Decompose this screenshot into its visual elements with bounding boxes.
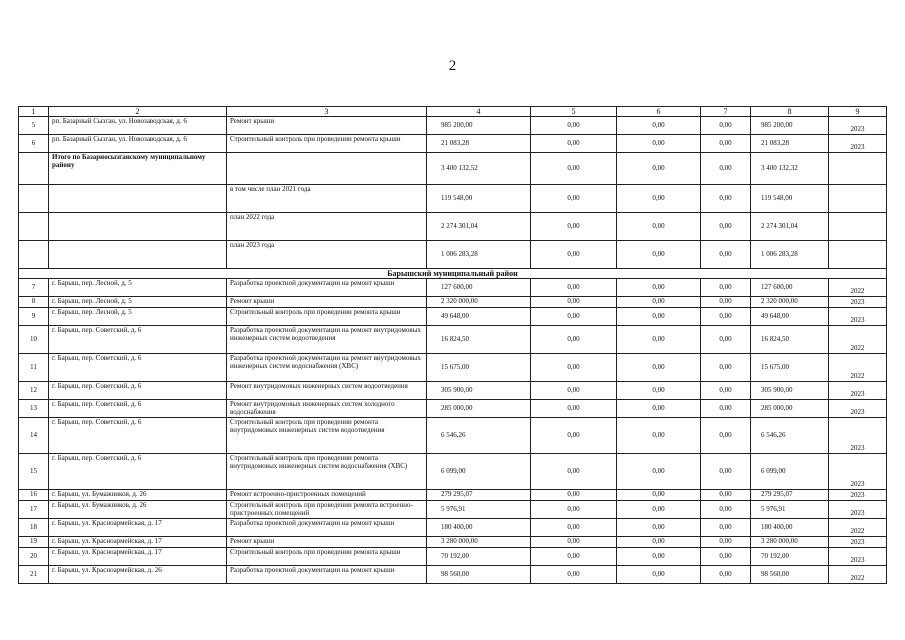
row-number: 17 bbox=[19, 501, 49, 519]
year-cell: 2022 bbox=[829, 354, 887, 382]
value-cell: 0,00 bbox=[617, 185, 701, 213]
value-cell: 0,00 bbox=[531, 548, 617, 566]
table-row bbox=[19, 400, 887, 418]
row-number: 21 bbox=[19, 566, 49, 584]
value-cell: 0,00 bbox=[531, 354, 617, 382]
year-cell: 2023 bbox=[829, 490, 887, 501]
total-cost-cell: 70 192,00 bbox=[427, 548, 531, 566]
value-cell: 0,00 bbox=[531, 297, 617, 308]
address-cell: г. Барыш, ул. Бумажников, д. 26 bbox=[49, 501, 227, 519]
address-cell: г. Барыш, ул. Бумажников, д. 26 bbox=[49, 490, 227, 501]
value-cell: 0,00 bbox=[701, 241, 751, 269]
value-cell: 0,00 bbox=[531, 519, 617, 537]
column-header: 7 bbox=[701, 107, 751, 117]
value-cell: 0,00 bbox=[617, 297, 701, 308]
value-cell: 0,00 bbox=[701, 548, 751, 566]
column-header: 4 bbox=[427, 107, 531, 117]
fund-cost-cell: 305 900,00 bbox=[751, 382, 829, 400]
work-type-cell: Ремонт крыши bbox=[227, 537, 427, 548]
value-cell: 0,00 bbox=[531, 135, 617, 153]
fund-cost-cell: 5 976,91 bbox=[751, 501, 829, 519]
plan-label: в том числе план 2021 года bbox=[227, 185, 427, 213]
work-type-cell: Строительный контроль при проведении ремонта внутридомовых инженерных систем водоснабжения (ХВС) bbox=[227, 454, 427, 490]
address-cell: рп. Базарный Сызган, ул. Новозаводская, д. 6 bbox=[49, 135, 227, 153]
value-cell: 0,00 bbox=[617, 519, 701, 537]
value-cell: 0,00 bbox=[531, 501, 617, 519]
value-cell: 0,00 bbox=[701, 185, 751, 213]
address-cell: г. Барыш, пер. Советский, д. 6 bbox=[49, 418, 227, 454]
value-cell: 0,00 bbox=[531, 279, 617, 297]
address-cell: г. Барыш, ул. Красноармейская, д. 17 bbox=[49, 537, 227, 548]
section-title-row bbox=[19, 269, 887, 279]
value-cell: 0,00 bbox=[701, 153, 751, 185]
work-type-cell: Ремонт внутридомовых инженерных систем холодного водоснабжения bbox=[227, 400, 427, 418]
value-cell: 0,00 bbox=[531, 213, 617, 241]
fund-cost-cell: 119 548,00 bbox=[751, 185, 829, 213]
year-cell: 2023 bbox=[829, 454, 887, 490]
fund-cost-cell: 49 648,00 bbox=[751, 308, 829, 326]
row-number: 8 bbox=[19, 297, 49, 308]
table-row bbox=[19, 501, 887, 519]
fund-cost-cell: 285 000,00 bbox=[751, 400, 829, 418]
total-cost-cell: 279 295,07 bbox=[427, 490, 531, 501]
total-cost-cell: 119 548,00 bbox=[427, 185, 531, 213]
subtotal-fund-cost: 3 400 132,32 bbox=[751, 153, 829, 185]
fund-cost-cell: 2 320 000,00 bbox=[751, 297, 829, 308]
table-row bbox=[19, 135, 887, 153]
address-cell: г. Барыш, ул. Красноармейская, д. 17 bbox=[49, 548, 227, 566]
value-cell: 0,00 bbox=[701, 566, 751, 584]
value-cell: 0,00 bbox=[531, 400, 617, 418]
total-cost-cell: 305 900,00 bbox=[427, 382, 531, 400]
fund-cost-cell: 21 083,28 bbox=[751, 135, 829, 153]
fund-cost-cell: 127 600,00 bbox=[751, 279, 829, 297]
value-cell: 0,00 bbox=[701, 537, 751, 548]
value-cell: 0,00 bbox=[531, 566, 617, 584]
value-cell: 0,00 bbox=[617, 566, 701, 584]
year-cell: 2023 bbox=[829, 297, 887, 308]
value-cell: 0,00 bbox=[617, 308, 701, 326]
value-cell: 0,00 bbox=[701, 308, 751, 326]
row-number: 15 bbox=[19, 454, 49, 490]
column-header: 8 bbox=[751, 107, 829, 117]
page-number: 2 bbox=[448, 58, 457, 74]
value-cell: 0,00 bbox=[531, 382, 617, 400]
table-row bbox=[19, 519, 887, 537]
total-cost-cell: 98 560,00 bbox=[427, 566, 531, 584]
work-type-cell: Разработка проектной документации на ремонт внутридомовых инженерных систем водоотведения bbox=[227, 326, 427, 354]
column-header: 6 bbox=[617, 107, 701, 117]
value-cell: 0,00 bbox=[701, 519, 751, 537]
value-cell: 0,00 bbox=[701, 213, 751, 241]
address-cell: г. Барыш, ул. Красноармейская, д. 26 bbox=[49, 566, 227, 584]
work-type-cell: Разработка проектной документации на ремонт крыши bbox=[227, 519, 427, 537]
table-row bbox=[19, 279, 887, 297]
address-cell: г. Барыш, пер. Советский, д. 6 bbox=[49, 354, 227, 382]
work-type-cell: Ремонт встроенно-пристроенных помещений bbox=[227, 490, 427, 501]
fund-cost-cell: 279 295,07 bbox=[751, 490, 829, 501]
value-cell: 0,00 bbox=[701, 297, 751, 308]
value-cell: 0,00 bbox=[531, 308, 617, 326]
year-cell: 2023 bbox=[829, 135, 887, 153]
fund-cost-cell: 16 824,50 bbox=[751, 326, 829, 354]
year-cell: 2023 bbox=[829, 308, 887, 326]
total-cost-cell: 3 280 000,00 bbox=[427, 537, 531, 548]
work-type-cell: Разработка проектной документации на ремонт крыши bbox=[227, 279, 427, 297]
address-cell: г. Барыш, пер. Лесной, д. 5 bbox=[49, 279, 227, 297]
year-cell: 2022 bbox=[829, 279, 887, 297]
table-row bbox=[19, 354, 887, 382]
address-cell: рп. Базарный Сызган, ул. Новозаводская, д. 6 bbox=[49, 117, 227, 135]
table-row bbox=[19, 490, 887, 501]
fund-cost-cell: 985 200,00 bbox=[751, 117, 829, 135]
address-cell: г. Барыш, пер. Советский, д. 6 bbox=[49, 400, 227, 418]
value-cell: 0,00 bbox=[617, 548, 701, 566]
value-cell: 0,00 bbox=[531, 117, 617, 135]
fund-cost-cell: 1 006 283,28 bbox=[751, 241, 829, 269]
row-number: 6 bbox=[19, 135, 49, 153]
address-cell: г. Барыш, пер. Советский, д. 6 bbox=[49, 326, 227, 354]
address-cell: г. Барыш, пер. Лесной, д. 5 bbox=[49, 297, 227, 308]
value-cell: 0,00 bbox=[617, 279, 701, 297]
value-cell: 0,00 bbox=[701, 454, 751, 490]
column-header: 3 bbox=[227, 107, 427, 117]
table-row bbox=[19, 548, 887, 566]
value-cell: 0,00 bbox=[617, 537, 701, 548]
column-header: 1 bbox=[19, 107, 49, 117]
row-number: 14 bbox=[19, 418, 49, 454]
work-type-cell: Ремонт внутридомовых инженерных систем водоотведения bbox=[227, 382, 427, 400]
subtotal-total-cost: 3 400 132,52 bbox=[427, 153, 531, 185]
value-cell: 0,00 bbox=[531, 326, 617, 354]
fund-cost-cell: 3 280 000,00 bbox=[751, 537, 829, 548]
row-number: 5 bbox=[19, 117, 49, 135]
value-cell: 0,00 bbox=[617, 382, 701, 400]
work-type-cell: Строительный контроль при проведении ремонта крыши bbox=[227, 308, 427, 326]
value-cell: 0,00 bbox=[617, 354, 701, 382]
plan-row bbox=[19, 213, 887, 241]
address-cell: г. Барыш, ул. Красноармейская, д. 17 bbox=[49, 519, 227, 537]
value-cell: 0,00 bbox=[617, 135, 701, 153]
plan-label: план 2022 года bbox=[227, 213, 427, 241]
row-number: 9 bbox=[19, 308, 49, 326]
total-cost-cell: 16 824,50 bbox=[427, 326, 531, 354]
value-cell: 0,00 bbox=[701, 382, 751, 400]
year-cell: 2022 bbox=[829, 566, 887, 584]
value-cell: 0,00 bbox=[701, 117, 751, 135]
year-cell: 2023 bbox=[829, 382, 887, 400]
value-cell: 0,00 bbox=[701, 501, 751, 519]
row-number: 10 bbox=[19, 326, 49, 354]
value-cell: 0,00 bbox=[617, 213, 701, 241]
value-cell: 0,00 bbox=[531, 241, 617, 269]
value-cell: 0,00 bbox=[531, 454, 617, 490]
value-cell: 0,00 bbox=[617, 400, 701, 418]
fund-cost-cell: 2 274 301,04 bbox=[751, 213, 829, 241]
value-cell: 0,00 bbox=[531, 418, 617, 454]
repair-plan-table bbox=[18, 106, 887, 584]
value-cell: 0,00 bbox=[617, 501, 701, 519]
value-cell: 0,00 bbox=[701, 135, 751, 153]
total-cost-cell: 15 675,00 bbox=[427, 354, 531, 382]
row-number: 19 bbox=[19, 537, 49, 548]
table-row bbox=[19, 308, 887, 326]
column-header: 9 bbox=[829, 107, 887, 117]
section-title: Барышский муниципальный район bbox=[19, 269, 887, 279]
total-cost-cell: 1 006 283,28 bbox=[427, 241, 531, 269]
work-type-cell: Ремонт крыши bbox=[227, 297, 427, 308]
table-row bbox=[19, 537, 887, 548]
work-type-cell: Строительный контроль при проведении ремонта крыши bbox=[227, 135, 427, 153]
work-type-cell: Строительный контроль при проведении ремонта внутридомовых инженерных систем водоотведения bbox=[227, 418, 427, 454]
year-cell: 2022 bbox=[829, 519, 887, 537]
row-number: 20 bbox=[19, 548, 49, 566]
total-cost-cell: 6 546,26 bbox=[427, 418, 531, 454]
table-row bbox=[19, 418, 887, 454]
value-cell: 0,00 bbox=[701, 354, 751, 382]
value-cell: 0,00 bbox=[701, 326, 751, 354]
row-number: 13 bbox=[19, 400, 49, 418]
total-cost-cell: 985 200,00 bbox=[427, 117, 531, 135]
work-type-cell: Разработка проектной документации на ремонт крыши bbox=[227, 566, 427, 584]
fund-cost-cell: 70 192,00 bbox=[751, 548, 829, 566]
table-row bbox=[19, 117, 887, 135]
year-cell: 2023 bbox=[829, 418, 887, 454]
table-row bbox=[19, 326, 887, 354]
address-cell: г. Барыш, пер. Советский, д. 6 bbox=[49, 382, 227, 400]
year-cell: 2023 bbox=[829, 548, 887, 566]
table-row bbox=[19, 297, 887, 308]
fund-cost-cell: 6 099,00 bbox=[751, 454, 829, 490]
address-cell: г. Барыш, пер. Лесной, д. 5 bbox=[49, 308, 227, 326]
value-cell: 0,00 bbox=[701, 490, 751, 501]
fund-cost-cell: 98 560,00 bbox=[751, 566, 829, 584]
table-row bbox=[19, 454, 887, 490]
total-cost-cell: 49 648,00 bbox=[427, 308, 531, 326]
value-cell: 0,00 bbox=[701, 400, 751, 418]
total-cost-cell: 127 600,00 bbox=[427, 279, 531, 297]
value-cell: 0,00 bbox=[531, 185, 617, 213]
fund-cost-cell: 180 400,00 bbox=[751, 519, 829, 537]
column-header: 5 bbox=[531, 107, 617, 117]
work-type-cell: Строительный контроль при проведении ремонта встроенно-пристроенных помещений bbox=[227, 501, 427, 519]
value-cell: 0,00 bbox=[531, 537, 617, 548]
year-cell: 2023 bbox=[829, 537, 887, 548]
year-cell: 2023 bbox=[829, 400, 887, 418]
total-cost-cell: 2 274 301,04 bbox=[427, 213, 531, 241]
column-number-header-row bbox=[19, 107, 887, 117]
year-cell: 2023 bbox=[829, 117, 887, 135]
row-number: 12 bbox=[19, 382, 49, 400]
plan-row bbox=[19, 185, 887, 213]
address-cell: г. Барыш, пер. Советский, д. 6 bbox=[49, 454, 227, 490]
year-cell: 2022 bbox=[829, 326, 887, 354]
value-cell: 0,00 bbox=[617, 454, 701, 490]
row-number: 7 bbox=[19, 279, 49, 297]
work-type-cell: Ремонт крыши bbox=[227, 117, 427, 135]
year-cell: 2023 bbox=[829, 501, 887, 519]
work-type-cell: Строительный контроль при проведении ремонта крыши bbox=[227, 548, 427, 566]
value-cell: 0,00 bbox=[531, 153, 617, 185]
total-cost-cell: 6 099,00 bbox=[427, 454, 531, 490]
value-cell: 0,00 bbox=[617, 418, 701, 454]
table-row bbox=[19, 382, 887, 400]
total-cost-cell: 5 976,91 bbox=[427, 501, 531, 519]
subtotal-row bbox=[19, 153, 887, 185]
value-cell: 0,00 bbox=[617, 153, 701, 185]
total-cost-cell: 21 083,28 bbox=[427, 135, 531, 153]
value-cell: 0,00 bbox=[617, 117, 701, 135]
value-cell: 0,00 bbox=[617, 326, 701, 354]
total-cost-cell: 2 320 000,00 bbox=[427, 297, 531, 308]
value-cell: 0,00 bbox=[617, 490, 701, 501]
total-cost-cell: 285 000,00 bbox=[427, 400, 531, 418]
total-cost-cell: 180 400,00 bbox=[427, 519, 531, 537]
column-header: 2 bbox=[49, 107, 227, 117]
subtotal-label: Итого по Базарносызганскому муниципальному району bbox=[49, 153, 227, 185]
plan-row bbox=[19, 241, 887, 269]
work-type-cell: Разработка проектной документации на ремонт внутридомовых инженерных систем водоснабжения (ХВС) bbox=[227, 354, 427, 382]
value-cell: 0,00 bbox=[701, 279, 751, 297]
fund-cost-cell: 15 675,00 bbox=[751, 354, 829, 382]
fund-cost-cell: 6 546,26 bbox=[751, 418, 829, 454]
value-cell: 0,00 bbox=[531, 490, 617, 501]
value-cell: 0,00 bbox=[701, 418, 751, 454]
row-number: 18 bbox=[19, 519, 49, 537]
row-number: 16 bbox=[19, 490, 49, 501]
row-number: 11 bbox=[19, 354, 49, 382]
plan-label: план 2023 года bbox=[227, 241, 427, 269]
value-cell: 0,00 bbox=[617, 241, 701, 269]
table-row bbox=[19, 566, 887, 584]
